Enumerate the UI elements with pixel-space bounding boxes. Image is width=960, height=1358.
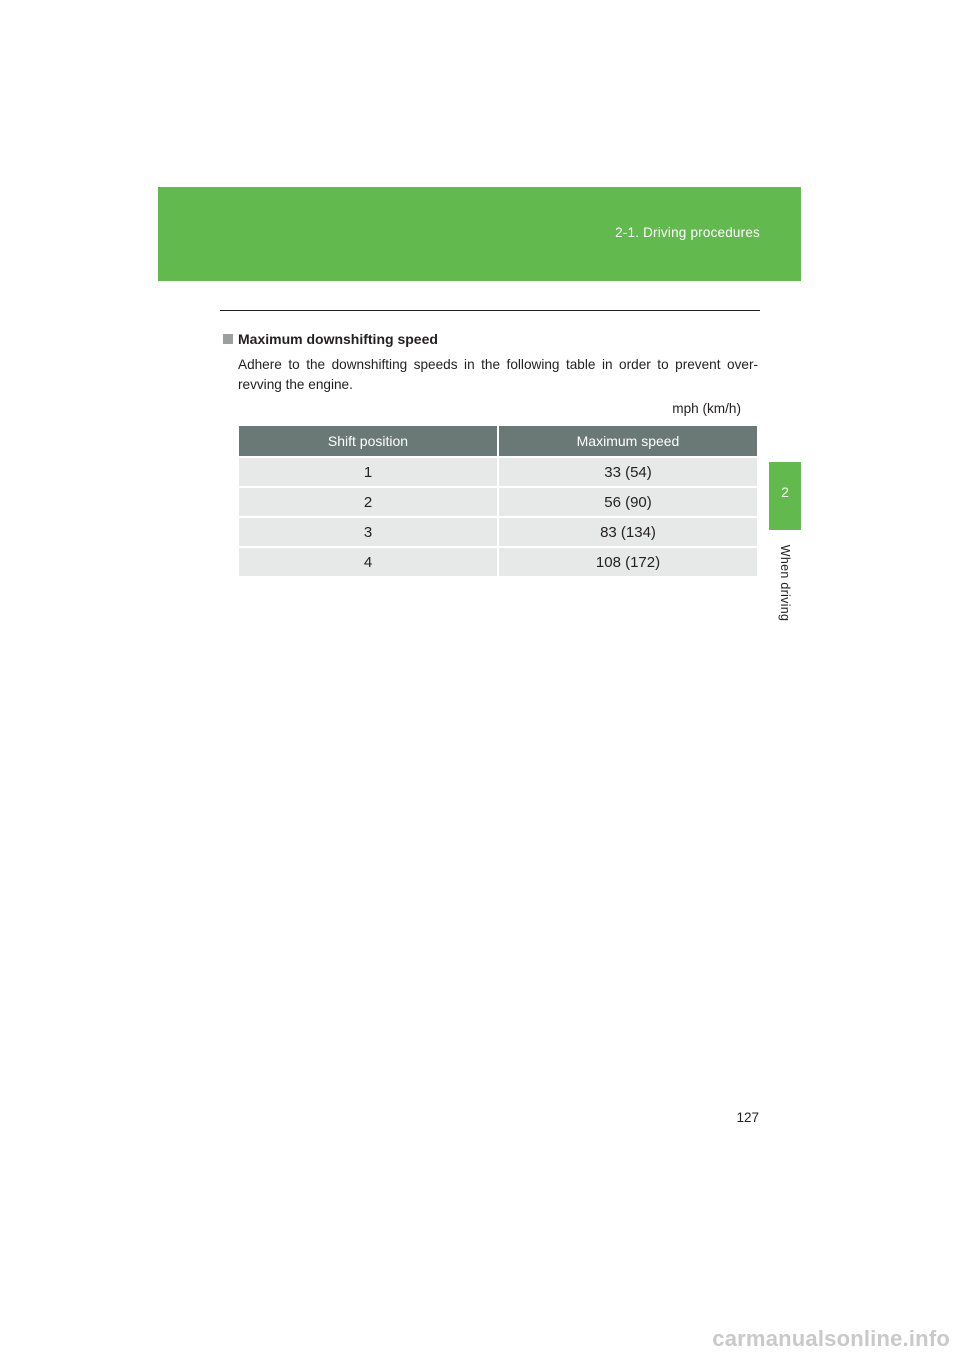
table-row bbox=[239, 547, 757, 576]
body-paragraph: Adhere to the downshifting speeds in the following table in order to prevent over-revving the engine. bbox=[238, 357, 758, 392]
chapter-tab bbox=[769, 462, 801, 530]
unit-note: mph (km/h) bbox=[672, 401, 741, 416]
table-row bbox=[239, 457, 757, 487]
column-header: Shift position bbox=[239, 426, 498, 457]
section-title: 2-1. Driving procedures bbox=[615, 225, 760, 240]
max-speed-cell: 33 (54) bbox=[498, 457, 757, 487]
divider bbox=[220, 310, 760, 311]
chapter-label: When driving bbox=[778, 544, 792, 622]
shift-position-cell: 3 bbox=[239, 517, 498, 547]
section-heading-text: Maximum downshifting speed bbox=[238, 331, 438, 347]
table-row bbox=[239, 487, 757, 517]
section-heading bbox=[223, 331, 438, 347]
downshift-speed-table bbox=[239, 426, 757, 576]
shift-position-cell: 4 bbox=[239, 547, 498, 576]
max-speed-cell: 83 (134) bbox=[498, 517, 757, 547]
watermark: carmanualsonline.info bbox=[712, 1326, 950, 1351]
column-header: Maximum speed bbox=[498, 426, 757, 457]
max-speed-cell: 108 (172) bbox=[498, 547, 757, 576]
square-bullet-icon bbox=[223, 334, 233, 344]
page-number: 127 bbox=[736, 1110, 759, 1125]
header-band bbox=[158, 187, 801, 281]
shift-position-cell: 1 bbox=[239, 457, 498, 487]
shift-position-cell: 2 bbox=[239, 487, 498, 517]
chapter-number: 2 bbox=[781, 484, 789, 500]
max-speed-cell: 56 (90) bbox=[498, 487, 757, 517]
table-header-row bbox=[239, 426, 757, 457]
table-row bbox=[239, 517, 757, 547]
